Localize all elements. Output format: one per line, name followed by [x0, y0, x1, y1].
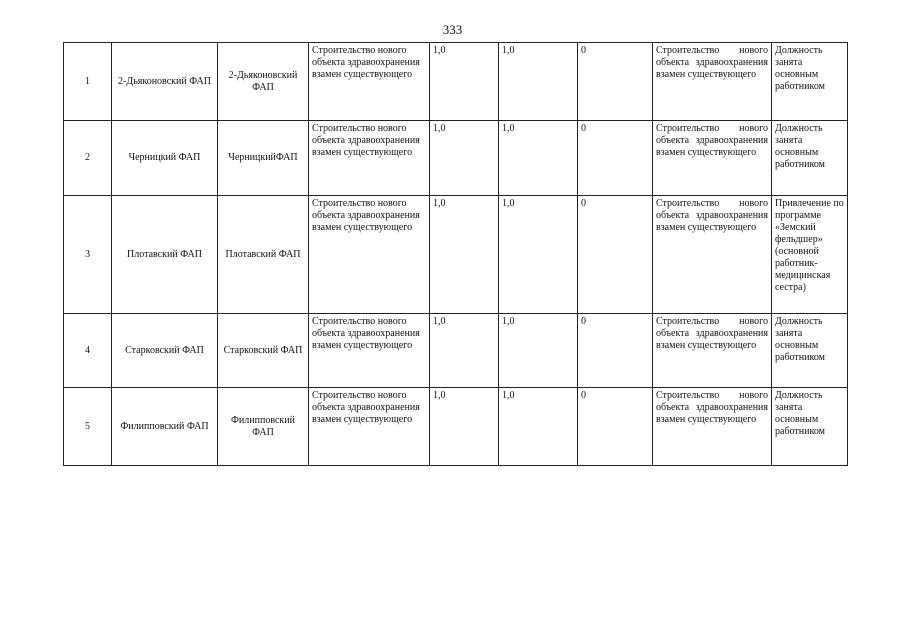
planned-action-2: Строительство нового объекта здравоохранения взамен существующего [653, 121, 772, 196]
staffing-note: Должность занята основным работником [772, 314, 848, 388]
value-1: 1,0 [430, 43, 499, 121]
planned-action: Строительство нового объекта здравоохранения взамен существующего [309, 121, 430, 196]
value-3: 0 [578, 388, 653, 466]
facilities-table [63, 42, 848, 466]
value-2: 1,0 [499, 196, 578, 314]
planned-action-2: Строительство нового объекта здравоохранения взамен существующего [653, 43, 772, 121]
facility-name-new: Плотавский ФАП [218, 196, 309, 314]
facility-name: Черницкий ФАП [112, 121, 218, 196]
row-number: 2 [64, 121, 112, 196]
table-row [64, 388, 848, 466]
table-row [64, 43, 848, 121]
facility-name: Старковский ФАП [112, 314, 218, 388]
facility-name-new: ЧерницкийФАП [218, 121, 309, 196]
value-1: 1,0 [430, 121, 499, 196]
value-3: 0 [578, 196, 653, 314]
value-1: 1,0 [430, 388, 499, 466]
value-3: 0 [578, 43, 653, 121]
table-row [64, 196, 848, 314]
planned-action: Строительство нового объекта здравоохранения взамен существующего [309, 196, 430, 314]
value-2: 1,0 [499, 121, 578, 196]
value-2: 1,0 [499, 314, 578, 388]
facility-name-new: Старковский ФАП [218, 314, 309, 388]
facility-name-new: Филипповский ФАП [218, 388, 309, 466]
value-2: 1,0 [499, 388, 578, 466]
facility-name-new: 2-Дьяконовский ФАП [218, 43, 309, 121]
staffing-note: Должность занята основным работником [772, 121, 848, 196]
planned-action: Строительство нового объекта здравоохранения взамен существующего [309, 388, 430, 466]
table-row [64, 314, 848, 388]
value-3: 0 [578, 121, 653, 196]
value-1: 1,0 [430, 314, 499, 388]
planned-action: Строительство нового объекта здравоохранения взамен существующего [309, 43, 430, 121]
planned-action-2: Строительство нового объекта здравоохранения взамен существующего [653, 388, 772, 466]
facility-name: Плотавский ФАП [112, 196, 218, 314]
row-number: 1 [64, 43, 112, 121]
planned-action-2: Строительство нового объекта здравоохранения взамен существующего [653, 314, 772, 388]
value-1: 1,0 [430, 196, 499, 314]
planned-action: Строительство нового объекта здравоохранения взамен существующего [309, 314, 430, 388]
row-number: 4 [64, 314, 112, 388]
planned-action-2: Строительство нового объекта здравоохранения взамен существующего [653, 196, 772, 314]
facility-name: Филипповский ФАП [112, 388, 218, 466]
facility-name: 2-Дьяконовский ФАП [112, 43, 218, 121]
row-number: 5 [64, 388, 112, 466]
value-3: 0 [578, 314, 653, 388]
staffing-note: Должность занята основным работником [772, 43, 848, 121]
value-2: 1,0 [499, 43, 578, 121]
table-row [64, 121, 848, 196]
page-number: 333 [442, 22, 463, 37]
staffing-note: Привлечение по программе «Земский фельдшер» (основной работник-медицинская сестра) [772, 196, 848, 314]
staffing-note: Должность занята основным работником [772, 388, 848, 466]
row-number: 3 [64, 196, 112, 314]
